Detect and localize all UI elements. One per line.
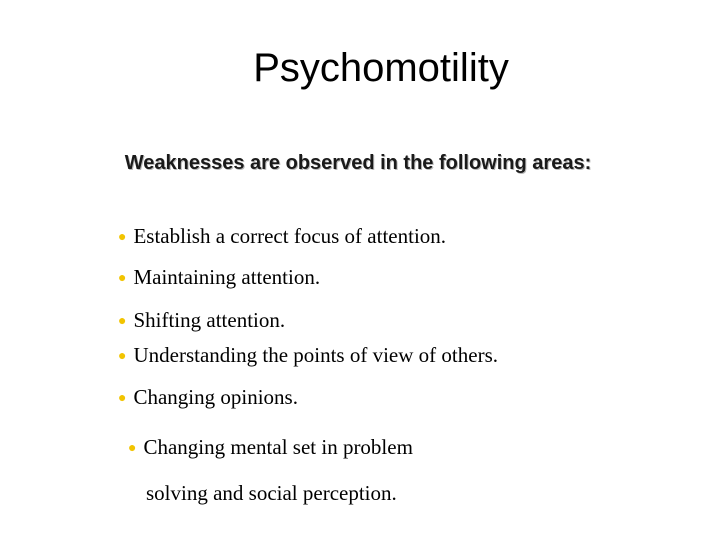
bullet-item: [128, 434, 413, 464]
bullet-item: [118, 223, 446, 253]
bullet-text: Maintaining attention.: [133, 265, 321, 289]
bullet-item: [118, 307, 285, 337]
bullet-continuation: solving and social perception.: [146, 481, 397, 505]
slide-subtitle: Weaknesses are observed in the following areas:: [124, 152, 592, 174]
bullet-item: [118, 342, 498, 372]
bullet-dot-icon: ●: [118, 230, 127, 245]
bullet-dot-icon: ●: [118, 314, 127, 329]
bullet-dot-icon: ●: [128, 441, 137, 456]
bullet-item: [118, 264, 320, 294]
bullet-text: Shifting attention.: [133, 308, 286, 332]
slide-title: Psychomotility: [253, 46, 509, 90]
bullet-text: Establish a correct focus of attention.: [133, 224, 447, 248]
bullet-item: [118, 384, 298, 414]
bullet-text: Changing mental set in problem: [143, 435, 413, 459]
bullet-text: Changing opinions.: [133, 385, 298, 409]
bullet-dot-icon: ●: [118, 391, 127, 406]
bullet-dot-icon: ●: [118, 271, 127, 286]
bullet-dot-icon: ●: [118, 349, 127, 364]
bullet-text: Understanding the points of view of others.: [133, 343, 498, 367]
